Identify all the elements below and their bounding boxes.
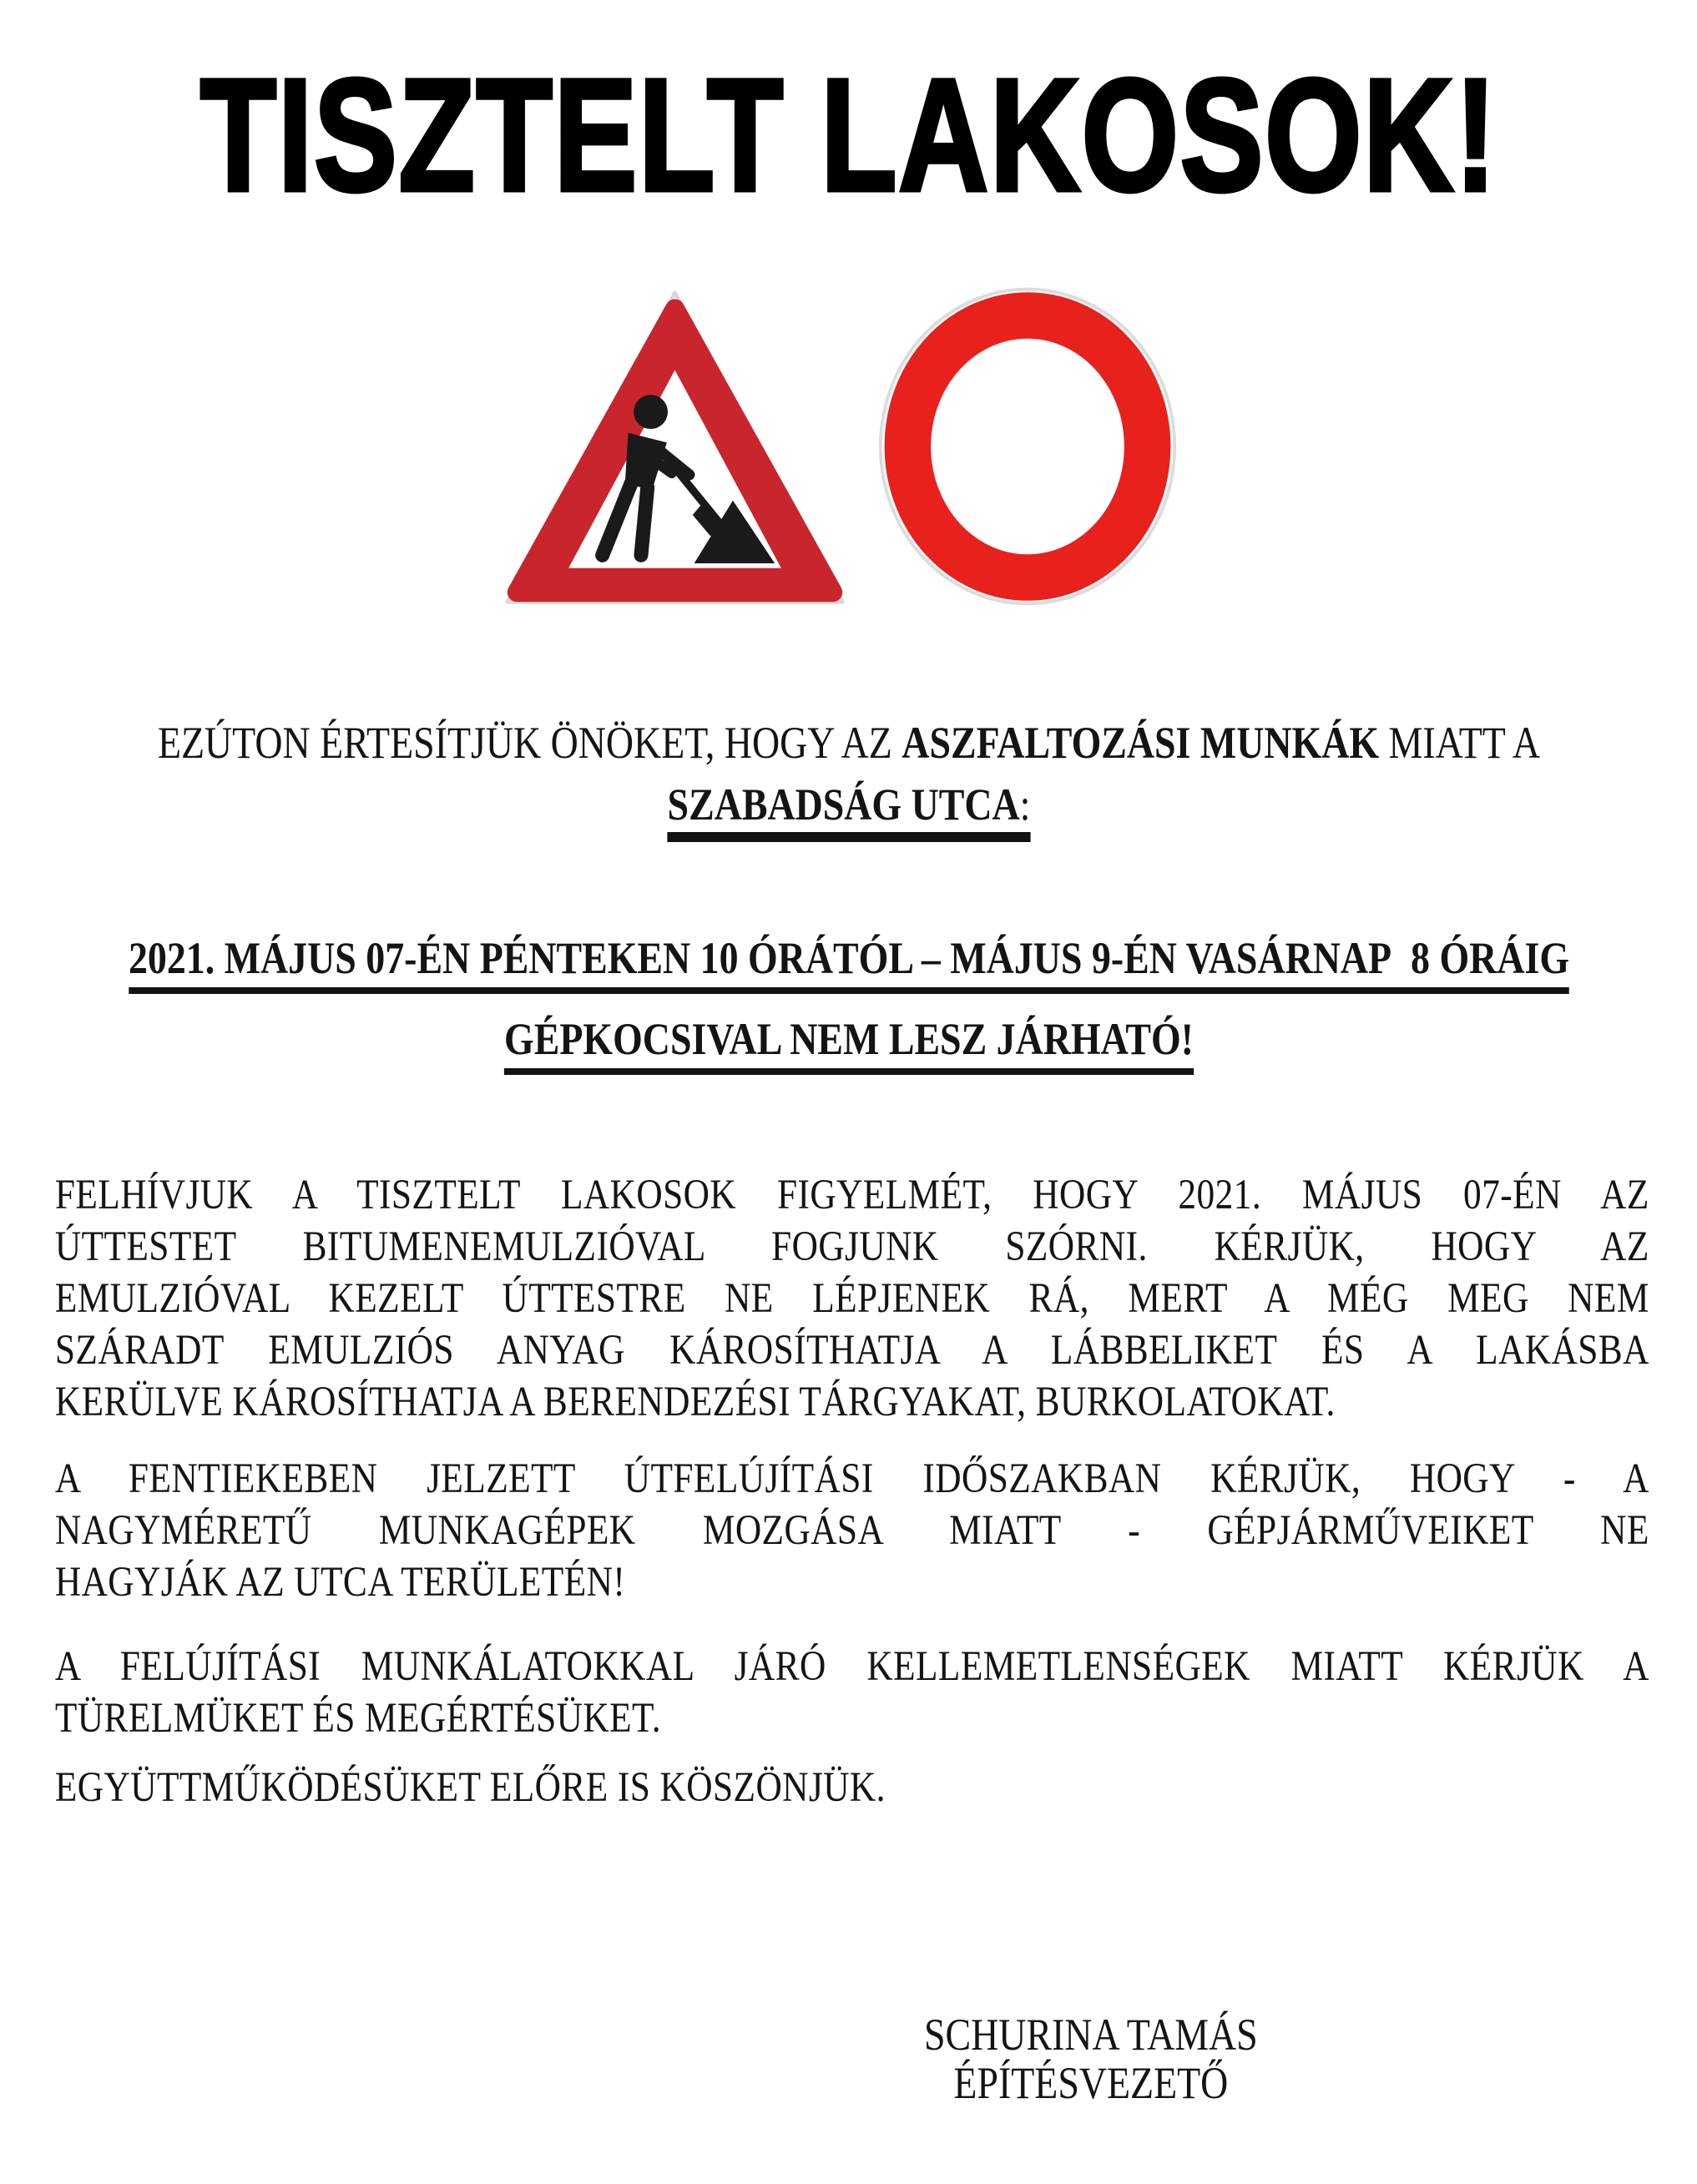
paragraph-patience-request [0, 1641, 1697, 1744]
paragraph-thanks [0, 1762, 1697, 1813]
paragraph-line: NAGYMÉRETŰ MUNKAGÉPEK MOZGÁSA MIATT - GÉPJÁRMŰVEIKET NE [54, 1507, 1649, 1554]
intro-bold-works: ASZFALTOZÁSI MUNKÁK [902, 718, 1380, 768]
signature-block [242, 2010, 1697, 2107]
signature-role: ÉPÍTÉSVEZETŐ [953, 2058, 1229, 2108]
paragraph-line: FELHÍVJUK A TISZTELT LAKOSOK FIGYELMÉT, HOGY 2021. MÁJUS 07-ÉN AZ [54, 1172, 1649, 1218]
signature-name: SCHURINA TAMÁS [923, 2010, 1258, 2060]
schedule-closure-text: GÉPKOCSIVAL NEM LESZ JÁRHATÓ! [504, 1014, 1194, 1075]
paragraph-line: HAGYJÁK AZ UTCA TERÜLETÉN! [54, 1559, 626, 1606]
no-vehicles-sign-icon [877, 286, 1178, 607]
paragraph-emulsion-warning [0, 1169, 1697, 1428]
schedule-heading [0, 931, 1697, 1066]
notice-body [0, 712, 1697, 2107]
paragraph-line: EGYÜTTMŰKÖDÉSÜKET ELŐRE IS KÖSZÖNJÜK. [54, 1764, 886, 1811]
intro-paragraph [0, 712, 1697, 835]
intro-text: EZÚTON ÉRTESÍTJÜK ÖNÖKET, HOGY AZ [157, 718, 902, 768]
roadworks-sign-icon [501, 286, 849, 608]
schedule-dates-text: 2021. MÁJUS 07-ÉN PÉNTEKEN 10 ÓRÁTÓL – MÁJUS 9-ÉN VASÁRNAP 8 ÓRÁIG [129, 933, 1569, 994]
paragraph-vehicles-warning [0, 1453, 1697, 1608]
intro-text-tail: MIATT A [1379, 718, 1541, 768]
street-colon: : [1019, 779, 1031, 830]
paragraph-line: A FENTIEKEBEN JELZETT ÚTFELÚJÍTÁSI IDŐSZAKBAN KÉRJÜK, HOGY - A [54, 1455, 1649, 1502]
road-signs-row [0, 286, 1688, 608]
paragraph-line: EMULZIÓVAL KEZELT ÚTTESTRE NE LÉPJENEK RÁ, MERT A MÉG MEG NEM [54, 1275, 1649, 1322]
page-title: TISZTELT LAKOSOK! [199, 45, 1498, 224]
intro-line-1 [0, 712, 1697, 774]
paragraph-line: SZÁRADT EMULZIÓS ANYAG KÁROSÍTHATJA A LÁBBELIKET ÉS A LAKÁSBA [54, 1327, 1649, 1374]
paragraph-line: TÜRELMÜKET ÉS MEGÉRTÉSÜKET. [54, 1695, 661, 1742]
street-name: SZABADSÁG UTCA [667, 779, 1020, 830]
schedule-closure-line [0, 1012, 1697, 1066]
paragraph-line: A FELÚJÍTÁSI MUNKÁLATOKKAL JÁRÓ KELLEMETLENSÉGEK MIATT KÉRJÜK A [54, 1643, 1649, 1690]
schedule-dates-line [0, 931, 1697, 985]
page-title-wrap [1, 45, 1697, 224]
paragraph-line: KERÜLVE KÁROSÍTHATJA A BERENDEZÉSI TÁRGYAKAT, BURKOLATOKAT. [54, 1379, 1336, 1425]
paragraph-line: ÚTTESTET BITUMENEMULZIÓVAL FOGJUNK SZÓRNI. KÉRJÜK, HOGY AZ [54, 1223, 1649, 1270]
intro-line-2 [0, 774, 1697, 835]
